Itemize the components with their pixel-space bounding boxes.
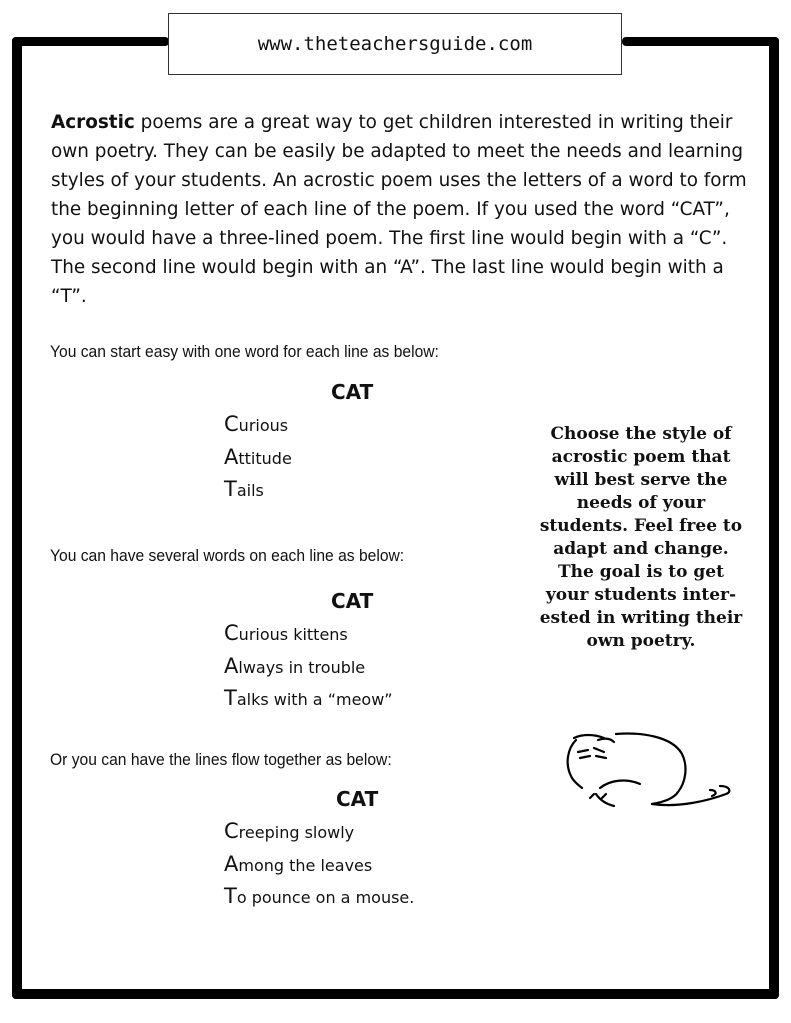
line-rest: ttitude bbox=[238, 449, 292, 468]
line-first-letter: C bbox=[224, 621, 239, 645]
example-2-title: CAT bbox=[331, 589, 374, 613]
example-2-line-1 bbox=[224, 621, 348, 645]
line-rest: urious bbox=[238, 416, 289, 435]
example-2-line-2 bbox=[224, 654, 365, 678]
example-2-line-3 bbox=[224, 686, 393, 710]
line-rest: urious kittens bbox=[238, 625, 348, 644]
example-1-lead: You can start easy with one word for each line as below: bbox=[50, 342, 439, 361]
line-rest: ails bbox=[236, 481, 264, 500]
intro-text: poems are a great way to get children interested in writing their own poetry. They can be easily be adapted to meet the needs and learning styles of your students. An acrostic poem uses the letters of a word to form the beginning letter of each line of the poem. If you used the word “CAT”, you would have a three-lined poem. The first line would begin with a “C”. The second line would begin with an “A”. The last line would begin with a “T”. bbox=[51, 112, 747, 307]
page-border-left bbox=[12, 37, 22, 999]
example-1-title: CAT bbox=[331, 380, 374, 404]
page-border-right bbox=[769, 37, 779, 999]
example-1-line-1 bbox=[224, 412, 288, 436]
example-3-line-2 bbox=[224, 852, 372, 876]
line-rest: lways in trouble bbox=[238, 658, 366, 677]
line-first-letter: A bbox=[224, 654, 239, 678]
line-rest: o pounce on a mouse. bbox=[236, 888, 415, 907]
page-border-bottom bbox=[12, 989, 779, 999]
line-first-letter: T bbox=[224, 686, 237, 710]
website-url-box bbox=[168, 13, 622, 75]
example-3-line-3 bbox=[224, 884, 414, 908]
line-first-letter: C bbox=[224, 819, 239, 843]
line-first-letter: T bbox=[224, 884, 237, 908]
example-3-title: CAT bbox=[336, 787, 379, 811]
line-first-letter: C bbox=[224, 412, 239, 436]
page-border-top-right bbox=[622, 37, 779, 46]
example-2-lead: You can have several words on each line as below: bbox=[50, 546, 405, 565]
line-rest: mong the leaves bbox=[238, 856, 373, 875]
line-rest: alks with a “meow” bbox=[236, 690, 393, 709]
page-border-top-left bbox=[12, 37, 169, 46]
intro-bold-word: Acrostic bbox=[51, 112, 135, 133]
example-3-lead: Or you can have the lines flow together as below: bbox=[50, 750, 392, 769]
line-first-letter: T bbox=[224, 477, 237, 501]
website-url: www.theteachersguide.com bbox=[257, 33, 533, 55]
side-note: Choose the style of acrostic poem that will best serve the needs of your students. Feel free to adapt and change. The goal is to get your students inter- ested in writing their own poetry. bbox=[539, 424, 743, 651]
line-first-letter: A bbox=[224, 852, 239, 876]
intro-paragraph bbox=[51, 108, 751, 311]
sleeping-cat-drawing bbox=[560, 728, 735, 818]
example-1-line-2 bbox=[224, 445, 292, 469]
line-first-letter: A bbox=[224, 445, 239, 469]
example-1-line-3 bbox=[224, 477, 264, 501]
example-3-line-1 bbox=[224, 819, 354, 843]
line-rest: reeping slowly bbox=[238, 823, 355, 842]
